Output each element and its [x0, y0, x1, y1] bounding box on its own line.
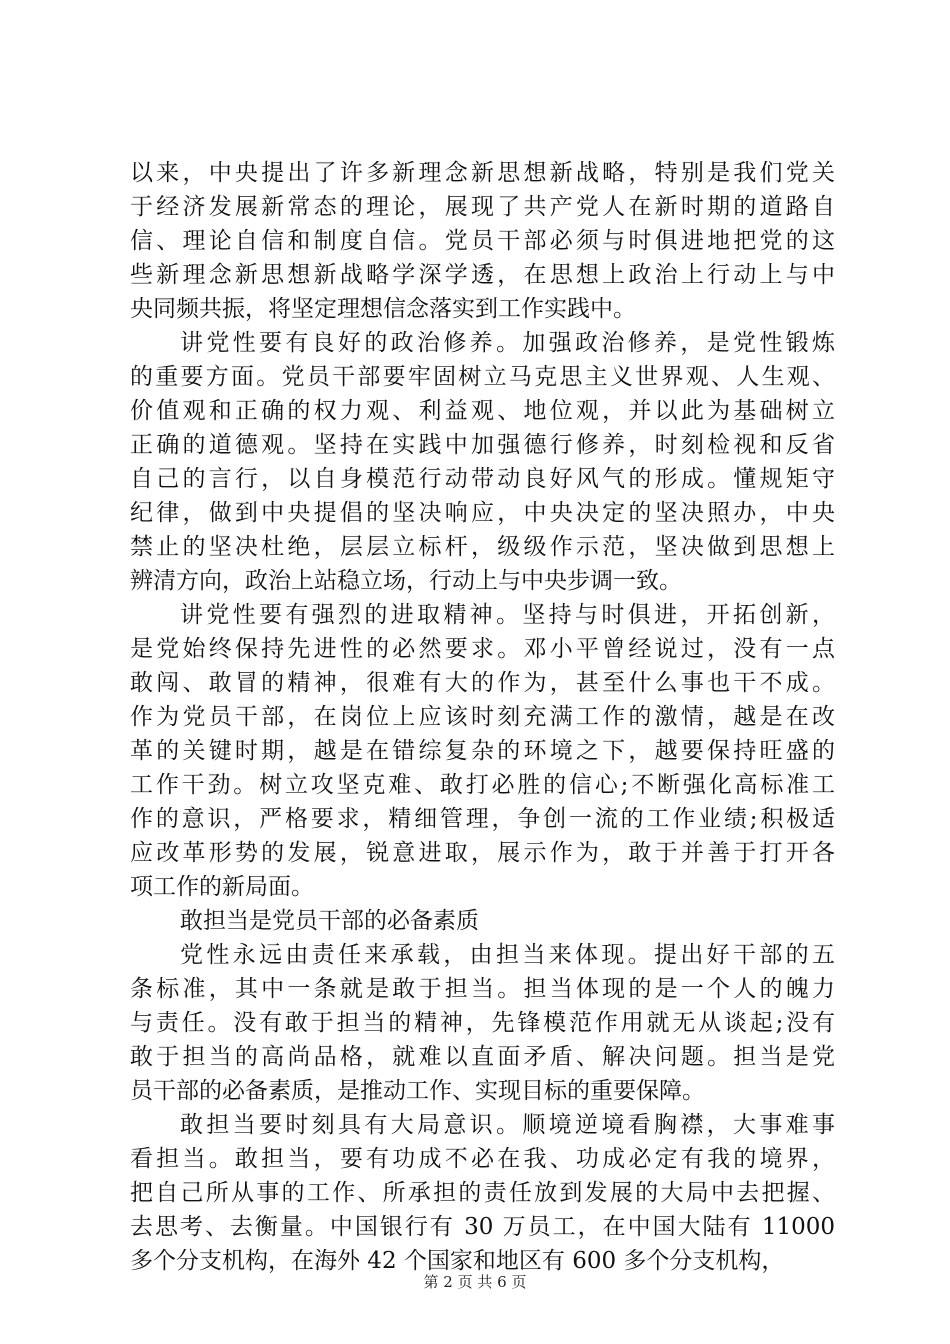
page-footer: 第 2 页 共 6 页 — [423, 1273, 527, 1291]
text-line: 些新理念新思想新战略学深学透，在思想上政治上行动上与中 — [130, 262, 835, 288]
text-line: 正确的道德观。坚持在实践中加强德行修养，时刻检视和反省 — [130, 432, 835, 458]
text-line: 党性永远由责任来承载，由担当来体现。提出好干部的五 — [180, 942, 835, 968]
text-line: 是党始终保持先进性的必然要求。邓小平曾经说过，没有一点 — [130, 636, 835, 662]
text-line: 与责任。没有敢于担当的精神，先锋模范作用就无从谈起;没有 — [130, 1010, 835, 1036]
text-line: 于经济发展新常态的理论，展现了共产党人在新时期的道路自 — [130, 194, 835, 220]
text-line: 作为党员干部，在岗位上应该时刻充满工作的激情，越是在改 — [130, 704, 835, 730]
text-line: 价值观和正确的权力观、利益观、地位观，并以此为基础树立 — [130, 398, 835, 424]
text-line: 信、理论自信和制度自信。党员干部必须与时俱进地把党的这 — [130, 228, 835, 254]
text-line: 把自己所从事的工作、所承担的责任放到发展的大局中去把握、 — [130, 1180, 835, 1206]
text-line: 多个分支机构，在海外 42 个国家和地区有 600 多个分支机构， — [130, 1248, 785, 1274]
text-line: 看担当。敢担当，要有功成不必在我、功成必定有我的境界， — [130, 1146, 835, 1172]
text-line: 敢闯、敢冒的精神，很难有大的作为，甚至什么事也干不成。 — [130, 670, 835, 696]
text-line: 自己的言行，以自身模范行动带动良好风气的形成。懂规矩守 — [130, 466, 835, 492]
text-line: 敢于担当的高尚品格，就难以直面矛盾、解决问题。担当是党 — [130, 1044, 835, 1070]
text-line: 以来，中央提出了许多新理念新思想新战略，特别是我们党关 — [130, 160, 835, 186]
document-body — [130, 156, 835, 1278]
text-line: 讲党性要有良好的政治修养。加强政治修养，是党性锻炼 — [180, 330, 835, 356]
text-line: 讲党性要有强烈的进取精神。坚持与时俱进，开拓创新， — [180, 602, 835, 628]
text-line: 项工作的新局面。 — [130, 874, 314, 900]
text-line: 禁止的坚决杜绝，层层立标杆，级级作示范，坚决做到思想上 — [130, 534, 835, 560]
text-line: 应改革形势的发展，锐意进取，展示作为，敢于并善于打开各 — [130, 840, 835, 866]
text-line: 敢担当要时刻具有大局意识。顺境逆境看胸襟，大事难事 — [180, 1112, 835, 1138]
text-line: 条标准，其中一条就是敢于担当。担当体现的是一个人的魄力 — [130, 976, 835, 1002]
text-line: 革的关键时期，越是在错综复杂的环境之下，越要保持旺盛的 — [130, 738, 835, 764]
text-line: 员干部的必备素质，是推动工作、实现目标的重要保障。 — [130, 1078, 705, 1104]
text-line: 工作干劲。树立攻坚克难、敢打必胜的信心;不断强化高标准工 — [130, 772, 835, 798]
text-line: 作的意识，严格要求，精细管理，争创一流的工作业绩;积极适 — [130, 806, 835, 832]
text-line: 去思考、去衡量。中国银行有 30 万员工，在中国大陆有 11000 — [130, 1214, 835, 1240]
text-line: 纪律，做到中央提倡的坚决响应，中央决定的坚决照办，中央 — [130, 500, 835, 526]
text-line: 央同频共振，将坚定理想信念落实到工作实践中。 — [130, 296, 636, 322]
text-line: 的重要方面。党员干部要牢固树立马克思主义世界观、人生观、 — [130, 364, 835, 390]
text-line: 辨清方向，政治上站稳立场，行动上与中央步调一致。 — [130, 568, 682, 594]
text-line: 敢担当是党员干部的必备素质 — [180, 908, 479, 934]
